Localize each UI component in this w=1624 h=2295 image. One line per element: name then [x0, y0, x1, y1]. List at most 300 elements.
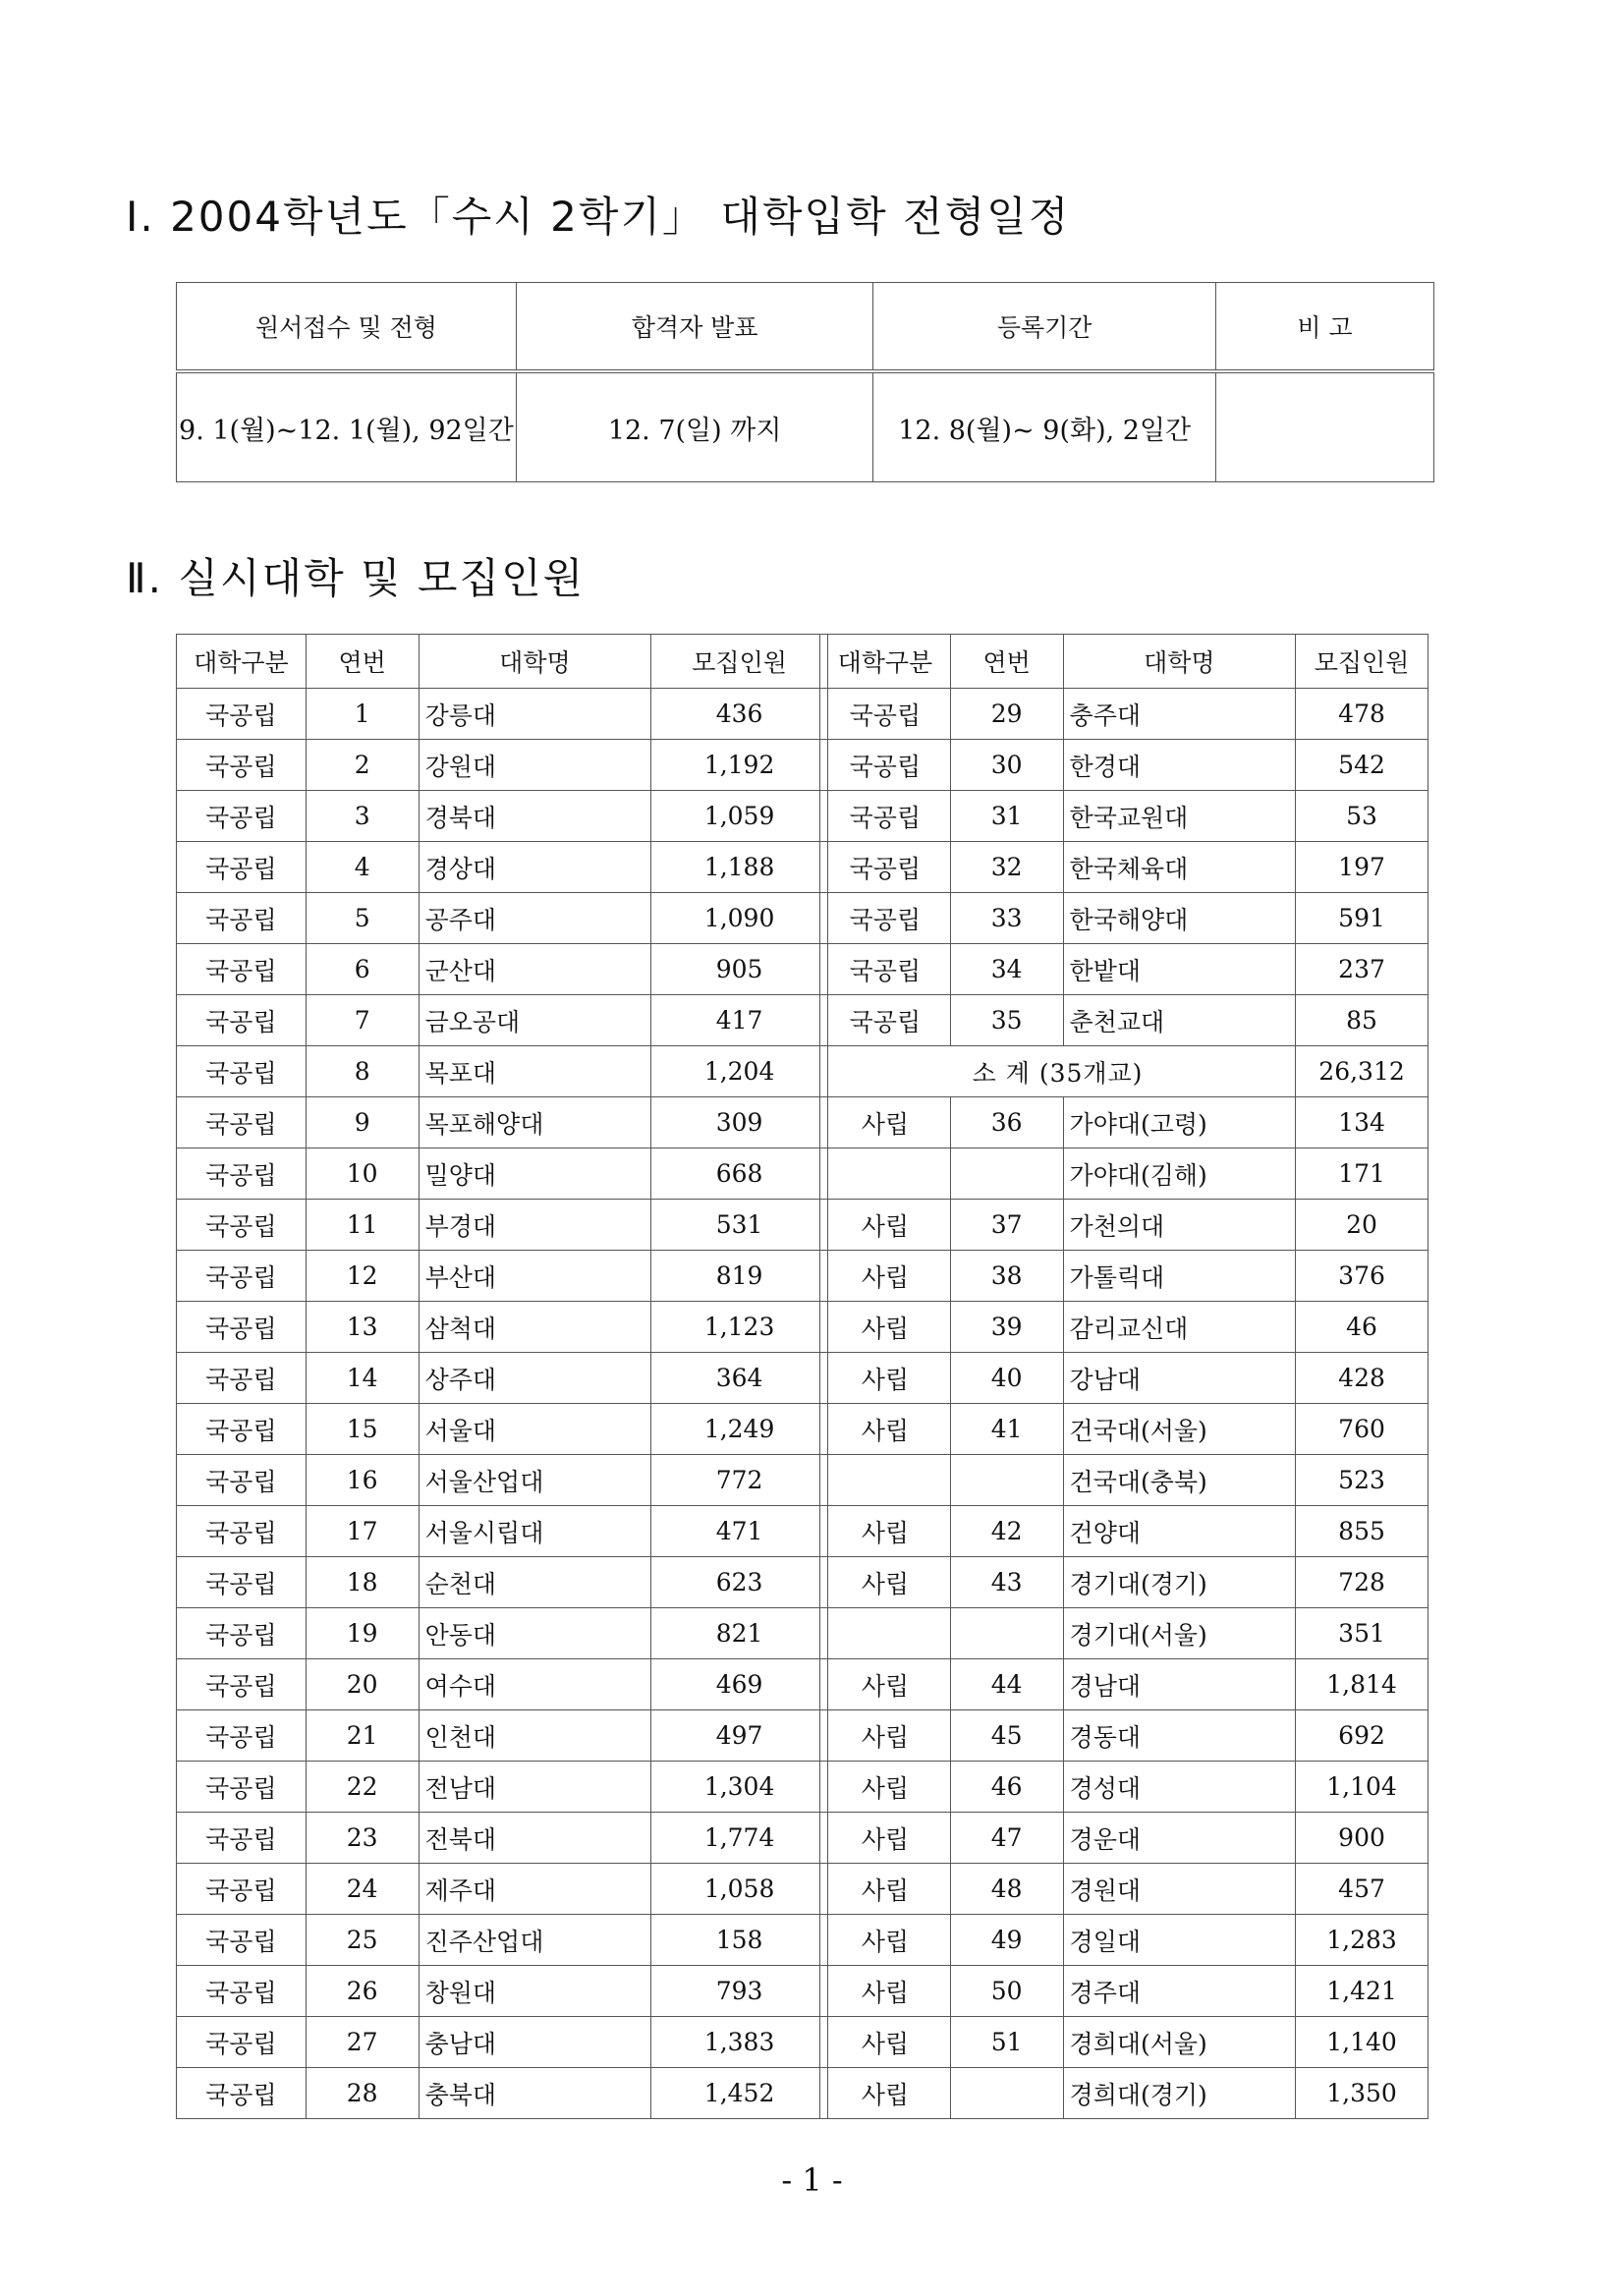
enrollment-count: 309 [651, 1097, 828, 1148]
university-type: 사립 [820, 1864, 951, 1915]
university-rows-left [177, 689, 828, 2119]
enrollment-count: 1,249 [651, 1404, 828, 1455]
university-type: 사립 [820, 1506, 951, 1557]
table-row [820, 1710, 1428, 1762]
table-row [820, 842, 1428, 893]
row-number: 5 [306, 893, 419, 944]
enrollment-count: 793 [651, 1966, 828, 2017]
row-number: 28 [306, 2068, 419, 2119]
row-number: 39 [950, 1302, 1063, 1353]
university-name: 인천대 [419, 1710, 651, 1762]
enrollment-count: 819 [651, 1251, 828, 1302]
row-number [950, 1455, 1063, 1506]
table-row [177, 995, 828, 1046]
university-name: 경상대 [419, 842, 651, 893]
university-name: 상주대 [419, 1353, 651, 1404]
enrollment-count: 1,421 [1296, 1966, 1428, 2017]
university-type: 국공립 [177, 1813, 307, 1864]
university-type: 국공립 [177, 1302, 307, 1353]
university-type: 사립 [820, 1353, 951, 1404]
row-number: 43 [950, 1557, 1063, 1608]
university-name: 공주대 [419, 893, 651, 944]
row-number: 38 [950, 1251, 1063, 1302]
section-1-title: Ⅰ. 2004학년도「수시 2학기」 대학입학 전형일정 [126, 193, 1071, 241]
university-name: 안동대 [419, 1608, 651, 1659]
schedule-registration-period: 12. 8(월)~ 9(화), 2일간 [873, 371, 1216, 482]
row-number: 22 [306, 1762, 419, 1813]
row-number: 9 [306, 1097, 419, 1148]
enrollment-count: 728 [1296, 1557, 1428, 1608]
university-name: 군산대 [419, 944, 651, 995]
enrollment-count: 692 [1296, 1710, 1428, 1762]
table-row [820, 1813, 1428, 1864]
university-name: 가천의대 [1063, 1200, 1296, 1251]
university-name: 한밭대 [1063, 944, 1296, 995]
table-row [177, 2068, 828, 2119]
table-row [820, 689, 1428, 740]
enrollment-count: 351 [1296, 1608, 1428, 1659]
enrollment-count: 471 [651, 1506, 828, 1557]
schedule-application-period: 9. 1(월)~12. 1(월), 92일간 [177, 371, 517, 482]
row-number: 35 [950, 995, 1063, 1046]
university-name: 서울시립대 [419, 1506, 651, 1557]
university-name: 가야대(고령) [1063, 1097, 1296, 1148]
university-type: 국공립 [820, 740, 951, 791]
enrollment-count: 1,058 [651, 1864, 828, 1915]
enrollment-count: 855 [1296, 1506, 1428, 1557]
university-name: 경주대 [1063, 1966, 1296, 2017]
university-name: 한국체육대 [1063, 842, 1296, 893]
table-row [820, 1659, 1428, 1710]
enrollment-count: 1,188 [651, 842, 828, 893]
university-name: 감리교신대 [1063, 1302, 1296, 1353]
table-row [177, 893, 828, 944]
university-type: 국공립 [820, 944, 951, 995]
enrollment-count: 1,452 [651, 2068, 828, 2119]
university-name: 부경대 [419, 1200, 651, 1251]
university-type: 사립 [820, 1200, 951, 1251]
row-number: 30 [950, 740, 1063, 791]
university-name: 충주대 [1063, 689, 1296, 740]
header-number: 연번 [950, 635, 1063, 689]
enrollment-count: 1,304 [651, 1762, 828, 1813]
row-number: 19 [306, 1608, 419, 1659]
row-number: 48 [950, 1864, 1063, 1915]
enrollment-count: 85 [1296, 995, 1428, 1046]
university-name: 서울대 [419, 1404, 651, 1455]
table-header-row [820, 635, 1428, 689]
row-number: 45 [950, 1710, 1063, 1762]
university-name: 강남대 [1063, 1353, 1296, 1404]
row-number: 32 [950, 842, 1063, 893]
table-row [177, 1302, 828, 1353]
university-name: 건국대(서울) [1063, 1404, 1296, 1455]
header-type: 대학구분 [820, 635, 951, 689]
row-number: 4 [306, 842, 419, 893]
table-row [820, 1455, 1428, 1506]
university-type: 국공립 [177, 995, 307, 1046]
table-row [177, 1353, 828, 1404]
table-row [820, 893, 1428, 944]
university-name: 금오공대 [419, 995, 651, 1046]
enrollment-count: 905 [651, 944, 828, 995]
row-number: 46 [950, 1762, 1063, 1813]
university-name: 경남대 [1063, 1659, 1296, 1710]
university-name: 경희대(경기) [1063, 2068, 1296, 2119]
university-name: 경성대 [1063, 1762, 1296, 1813]
enrollment-count: 1,123 [651, 1302, 828, 1353]
university-name: 삼척대 [419, 1302, 651, 1353]
enrollment-count: 1,090 [651, 893, 828, 944]
university-name: 경일대 [1063, 1915, 1296, 1966]
table-row [177, 1966, 828, 2017]
row-number: 12 [306, 1251, 419, 1302]
row-number [950, 1148, 1063, 1200]
university-type: 국공립 [177, 1404, 307, 1455]
row-number: 50 [950, 1966, 1063, 2017]
table-row [820, 2068, 1428, 2119]
university-type: 국공립 [820, 791, 951, 842]
row-number: 47 [950, 1813, 1063, 1864]
university-name: 제주대 [419, 1864, 651, 1915]
page-number: - 1 - [781, 2161, 843, 2199]
university-type: 사립 [820, 1915, 951, 1966]
table-row [177, 1251, 828, 1302]
university-type: 사립 [820, 1302, 951, 1353]
university-name: 경동대 [1063, 1710, 1296, 1762]
enrollment-count: 1,104 [1296, 1762, 1428, 1813]
university-type: 국공립 [820, 893, 951, 944]
table-row [177, 1046, 828, 1097]
row-number: 24 [306, 1864, 419, 1915]
table-row [820, 1302, 1428, 1353]
schedule-header-registration: 등록기간 [873, 283, 1216, 372]
university-type: 국공립 [820, 842, 951, 893]
university-table-left [176, 634, 828, 2119]
table-row [820, 1200, 1428, 1251]
schedule-remarks [1216, 371, 1434, 482]
university-name: 가야대(김해) [1063, 1148, 1296, 1200]
row-number: 36 [950, 1097, 1063, 1148]
university-name: 강릉대 [419, 689, 651, 740]
university-name: 건국대(충북) [1063, 1455, 1296, 1506]
enrollment-count: 428 [1296, 1353, 1428, 1404]
enrollment-count: 1,814 [1296, 1659, 1428, 1710]
enrollment-count: 821 [651, 1608, 828, 1659]
enrollment-count: 1,283 [1296, 1915, 1428, 1966]
enrollment-count: 46 [1296, 1302, 1428, 1353]
table-row [177, 2017, 828, 2068]
enrollment-count: 457 [1296, 1864, 1428, 1915]
university-name: 창원대 [419, 1966, 651, 2017]
row-number: 2 [306, 740, 419, 791]
university-type: 사립 [820, 1762, 951, 1813]
enrollment-count: 1,204 [651, 1046, 828, 1097]
enrollment-count: 417 [651, 995, 828, 1046]
table-row [820, 1966, 1428, 2017]
enrollment-count: 469 [651, 1659, 828, 1710]
table-row [820, 944, 1428, 995]
university-name: 서울산업대 [419, 1455, 651, 1506]
enrollment-count: 158 [651, 1915, 828, 1966]
schedule-header-row [177, 283, 1434, 372]
university-type: 국공립 [177, 842, 307, 893]
table-row [177, 1404, 828, 1455]
enrollment-count: 53 [1296, 791, 1428, 842]
table-row [177, 1813, 828, 1864]
university-name: 전북대 [419, 1813, 651, 1864]
university-type: 국공립 [177, 2017, 307, 2068]
row-number: 8 [306, 1046, 419, 1097]
table-row [820, 1097, 1428, 1148]
subtotal-row [820, 1046, 1428, 1097]
enrollment-count: 1,140 [1296, 2017, 1428, 2068]
university-type: 사립 [820, 2017, 951, 2068]
enrollment-count: 772 [651, 1455, 828, 1506]
row-number: 26 [306, 1966, 419, 2017]
row-number: 15 [306, 1404, 419, 1455]
enrollment-count: 197 [1296, 842, 1428, 893]
schedule-row [177, 371, 1434, 482]
table-row [177, 1200, 828, 1251]
university-name: 경기대(경기) [1063, 1557, 1296, 1608]
row-number: 3 [306, 791, 419, 842]
university-type: 국공립 [177, 1353, 307, 1404]
schedule-header-remarks: 비 고 [1216, 283, 1434, 372]
enrollment-count: 1,350 [1296, 2068, 1428, 2119]
university-type: 국공립 [177, 1762, 307, 1813]
university-type: 국공립 [177, 1557, 307, 1608]
row-number: 23 [306, 1813, 419, 1864]
row-number [950, 1608, 1063, 1659]
header-number: 연번 [306, 635, 419, 689]
table-row [820, 1506, 1428, 1557]
row-number: 14 [306, 1353, 419, 1404]
university-name: 한국해양대 [1063, 893, 1296, 944]
university-type: 사립 [820, 1813, 951, 1864]
table-row [820, 791, 1428, 842]
university-type: 국공립 [177, 1608, 307, 1659]
table-row [820, 1353, 1428, 1404]
table-row [820, 1915, 1428, 1966]
row-number: 27 [306, 2017, 419, 2068]
university-name: 한경대 [1063, 740, 1296, 791]
university-name: 경원대 [1063, 1864, 1296, 1915]
university-name: 한국교원대 [1063, 791, 1296, 842]
table-row [820, 1404, 1428, 1455]
enrollment-count: 1,774 [651, 1813, 828, 1864]
row-number: 37 [950, 1200, 1063, 1251]
university-name: 진주산업대 [419, 1915, 651, 1966]
row-number: 44 [950, 1659, 1063, 1710]
row-number [950, 2068, 1063, 2119]
row-number: 16 [306, 1455, 419, 1506]
table-row [177, 1506, 828, 1557]
table-row [820, 2017, 1428, 2068]
admission-schedule-table [176, 282, 1434, 482]
table-row [820, 995, 1428, 1046]
university-type: 사립 [820, 1966, 951, 2017]
university-type [820, 1455, 951, 1506]
university-rows-right-private [820, 1097, 1428, 2119]
enrollment-count: 623 [651, 1557, 828, 1608]
university-type: 국공립 [177, 1455, 307, 1506]
row-number: 10 [306, 1148, 419, 1200]
row-number: 31 [950, 791, 1063, 842]
table-row [177, 1659, 828, 1710]
enrollment-count: 497 [651, 1710, 828, 1762]
row-number: 20 [306, 1659, 419, 1710]
university-type: 국공립 [177, 1915, 307, 1966]
header-type: 대학구분 [177, 635, 307, 689]
university-type: 사립 [820, 1404, 951, 1455]
row-number: 21 [306, 1710, 419, 1762]
university-type: 국공립 [820, 995, 951, 1046]
table-row [177, 791, 828, 842]
header-count: 모집인원 [1296, 635, 1428, 689]
university-name: 강원대 [419, 740, 651, 791]
university-type: 사립 [820, 1251, 951, 1302]
university-name: 전남대 [419, 1762, 651, 1813]
row-number: 42 [950, 1506, 1063, 1557]
enrollment-count: 591 [1296, 893, 1428, 944]
university-type: 사립 [820, 1557, 951, 1608]
row-number: 6 [306, 944, 419, 995]
row-number: 51 [950, 2017, 1063, 2068]
university-type: 사립 [820, 1097, 951, 1148]
row-number: 1 [306, 689, 419, 740]
table-row [177, 1915, 828, 1966]
schedule-header-announcement: 합격자 발표 [516, 283, 872, 372]
subtotal-count: 26,312 [1296, 1046, 1428, 1097]
university-name: 충남대 [419, 2017, 651, 2068]
table-row [177, 1864, 828, 1915]
university-type: 국공립 [177, 1097, 307, 1148]
row-number: 33 [950, 893, 1063, 944]
table-row [820, 1557, 1428, 1608]
university-table-right [819, 634, 1428, 2119]
enrollment-count: 1,059 [651, 791, 828, 842]
table-row [177, 1762, 828, 1813]
table-row [177, 1710, 828, 1762]
table-row [820, 740, 1428, 791]
table-row [177, 1608, 828, 1659]
enrollment-count: 523 [1296, 1455, 1428, 1506]
university-type: 국공립 [820, 689, 951, 740]
enrollment-count: 1,192 [651, 740, 828, 791]
university-type: 사립 [820, 1659, 951, 1710]
table-row [820, 1148, 1428, 1200]
enrollment-count: 171 [1296, 1148, 1428, 1200]
university-name: 목포해양대 [419, 1097, 651, 1148]
table-row [177, 944, 828, 995]
university-type: 국공립 [177, 740, 307, 791]
university-type: 국공립 [177, 944, 307, 995]
university-name: 경희대(서울) [1063, 2017, 1296, 2068]
enrollment-count: 531 [651, 1200, 828, 1251]
university-type: 국공립 [177, 1251, 307, 1302]
university-type: 국공립 [177, 1659, 307, 1710]
table-row [820, 1608, 1428, 1659]
enrollment-count: 364 [651, 1353, 828, 1404]
enrollment-count: 1,383 [651, 2017, 828, 2068]
university-name: 가톨릭대 [1063, 1251, 1296, 1302]
university-name: 목포대 [419, 1046, 651, 1097]
university-type [820, 1148, 951, 1200]
row-number: 25 [306, 1915, 419, 1966]
table-row [820, 1762, 1428, 1813]
university-type: 국공립 [177, 689, 307, 740]
university-type: 국공립 [177, 893, 307, 944]
row-number: 34 [950, 944, 1063, 995]
row-number: 49 [950, 1915, 1063, 1966]
university-type: 국공립 [177, 1966, 307, 2017]
table-row [820, 1864, 1428, 1915]
university-type: 국공립 [177, 1148, 307, 1200]
university-type: 국공립 [177, 791, 307, 842]
enrollment-count: 760 [1296, 1404, 1428, 1455]
row-number: 29 [950, 689, 1063, 740]
row-number: 40 [950, 1353, 1063, 1404]
university-type: 국공립 [177, 1864, 307, 1915]
table-row [177, 1557, 828, 1608]
university-name: 부산대 [419, 1251, 651, 1302]
university-type: 국공립 [177, 1506, 307, 1557]
table-row [177, 1148, 828, 1200]
university-type: 사립 [820, 2068, 951, 2119]
enrollment-count: 134 [1296, 1097, 1428, 1148]
enrollment-count: 20 [1296, 1200, 1428, 1251]
university-type: 국공립 [177, 1200, 307, 1251]
university-name: 밀양대 [419, 1148, 651, 1200]
university-name: 경기대(서울) [1063, 1608, 1296, 1659]
enrollment-count: 376 [1296, 1251, 1428, 1302]
header-count: 모집인원 [651, 635, 828, 689]
table-header-row [177, 635, 828, 689]
university-type: 국공립 [177, 1046, 307, 1097]
row-number: 17 [306, 1506, 419, 1557]
university-name: 여수대 [419, 1659, 651, 1710]
university-name: 춘천교대 [1063, 995, 1296, 1046]
header-university: 대학명 [1063, 635, 1296, 689]
header-university: 대학명 [419, 635, 651, 689]
enrollment-count: 668 [651, 1148, 828, 1200]
section-2-title: Ⅱ. 실시대학 및 모집인원 [126, 554, 586, 602]
schedule-header-application: 원서접수 및 전형 [177, 283, 517, 372]
university-name: 순천대 [419, 1557, 651, 1608]
table-row [177, 689, 828, 740]
enrollment-count: 237 [1296, 944, 1428, 995]
table-row [177, 842, 828, 893]
table-row [177, 740, 828, 791]
subtotal-section [820, 1046, 1428, 1097]
row-number: 13 [306, 1302, 419, 1353]
university-rows-right-public [820, 689, 1428, 1046]
university-type [820, 1608, 951, 1659]
university-type: 국공립 [177, 2068, 307, 2119]
row-number: 18 [306, 1557, 419, 1608]
university-name: 경북대 [419, 791, 651, 842]
enrollment-count: 900 [1296, 1813, 1428, 1864]
enrollment-count: 478 [1296, 689, 1428, 740]
table-row [177, 1455, 828, 1506]
row-number: 7 [306, 995, 419, 1046]
university-type: 사립 [820, 1710, 951, 1762]
university-type: 국공립 [177, 1710, 307, 1762]
enrollment-count: 542 [1296, 740, 1428, 791]
subtotal-label: 소 계 (35개교) [820, 1046, 1296, 1097]
table-row [177, 1097, 828, 1148]
